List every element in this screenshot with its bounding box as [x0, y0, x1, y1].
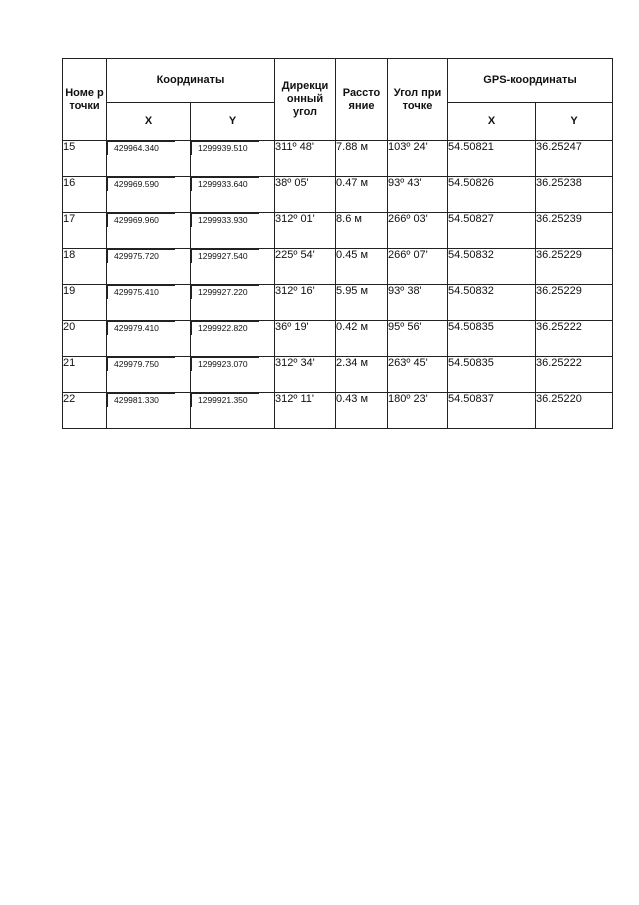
bearing-cell: 312º 34' [275, 357, 336, 393]
distance-cell: 2.34 м [336, 357, 388, 393]
bearing-cell: 36º 19' [275, 321, 336, 357]
coord-x-value: 429975.410 [107, 285, 175, 299]
coord-y-cell [191, 285, 275, 321]
bearing-cell: 225º 54' [275, 249, 336, 285]
gps-x-cell: 54.50832 [448, 285, 536, 321]
distance-cell: 5.95 м [336, 285, 388, 321]
gps-x-cell: 54.50837 [448, 393, 536, 429]
coord-y-cell [191, 213, 275, 249]
distance-cell: 0.45 м [336, 249, 388, 285]
angle-cell: 93º 38' [388, 285, 448, 321]
gps-y-cell: 36.25247 [536, 141, 613, 177]
distance-cell: 0.47 м [336, 177, 388, 213]
table-row [63, 177, 613, 213]
header-bearing: Дирекци онный угол [275, 59, 336, 141]
gps-x-cell: 54.50835 [448, 357, 536, 393]
coord-x-value: 429969.960 [107, 213, 175, 227]
gps-x-cell: 54.50835 [448, 321, 536, 357]
coord-x-value: 429964.340 [107, 141, 175, 155]
header-coord-y: Y [191, 103, 275, 141]
point-number-cell: 20 [63, 321, 107, 357]
table-body [63, 141, 613, 429]
coord-y-cell [191, 141, 275, 177]
coord-x-cell [107, 357, 191, 393]
coord-y-value: 1299922.820 [191, 321, 259, 335]
coord-x-value: 429975.720 [107, 249, 175, 263]
angle-cell: 93º 43' [388, 177, 448, 213]
point-number-cell: 18 [63, 249, 107, 285]
gps-x-cell: 54.50832 [448, 249, 536, 285]
bearing-cell: 38º 05' [275, 177, 336, 213]
distance-cell: 0.42 м [336, 321, 388, 357]
coord-y-value: 1299933.930 [191, 213, 259, 227]
header-gps-x: X [448, 103, 536, 141]
gps-y-cell: 36.25239 [536, 213, 613, 249]
distance-cell: 8.6 м [336, 213, 388, 249]
distance-cell: 0.43 м [336, 393, 388, 429]
survey-table [62, 58, 613, 429]
coord-x-cell [107, 321, 191, 357]
coord-x-cell [107, 285, 191, 321]
bearing-cell: 312º 16' [275, 285, 336, 321]
coord-y-value: 1299927.540 [191, 249, 259, 263]
table-row [63, 357, 613, 393]
coord-y-value: 1299927.220 [191, 285, 259, 299]
distance-cell: 7.88 м [336, 141, 388, 177]
point-number-cell: 22 [63, 393, 107, 429]
gps-y-cell: 36.25229 [536, 249, 613, 285]
coord-y-cell [191, 393, 275, 429]
coord-x-value: 429981.330 [107, 393, 175, 407]
coord-x-value: 429969.590 [107, 177, 175, 191]
coord-x-cell [107, 177, 191, 213]
coord-y-cell [191, 249, 275, 285]
gps-x-cell: 54.50827 [448, 213, 536, 249]
bearing-cell: 312º 11' [275, 393, 336, 429]
angle-cell: 95º 56' [388, 321, 448, 357]
point-number-cell: 17 [63, 213, 107, 249]
angle-cell: 266º 03' [388, 213, 448, 249]
coord-y-value: 1299921.350 [191, 393, 259, 407]
angle-cell: 180º 23' [388, 393, 448, 429]
coord-y-cell [191, 321, 275, 357]
gps-y-cell: 36.25238 [536, 177, 613, 213]
coord-y-cell [191, 177, 275, 213]
table-row [63, 141, 613, 177]
header-coord-x: X [107, 103, 191, 141]
point-number-cell: 15 [63, 141, 107, 177]
header-angle: Угол при точке [388, 59, 448, 141]
angle-cell: 103º 24' [388, 141, 448, 177]
header-gps-y: Y [536, 103, 613, 141]
gps-y-cell: 36.25220 [536, 393, 613, 429]
gps-y-cell: 36.25229 [536, 285, 613, 321]
gps-y-cell: 36.25222 [536, 321, 613, 357]
bearing-cell: 311º 48' [275, 141, 336, 177]
table-row [63, 213, 613, 249]
table-row [63, 285, 613, 321]
gps-y-cell: 36.25222 [536, 357, 613, 393]
gps-x-cell: 54.50826 [448, 177, 536, 213]
table-row [63, 249, 613, 285]
table-row [63, 393, 613, 429]
coord-x-cell [107, 393, 191, 429]
coord-x-cell [107, 213, 191, 249]
bearing-cell: 312º 01' [275, 213, 336, 249]
point-number-cell: 16 [63, 177, 107, 213]
header-distance: Рассто яние [336, 59, 388, 141]
coord-y-value: 1299923.070 [191, 357, 259, 371]
point-number-cell: 19 [63, 285, 107, 321]
angle-cell: 263º 45' [388, 357, 448, 393]
header-coordinates: Координаты [107, 59, 275, 103]
point-number-cell: 21 [63, 357, 107, 393]
coord-y-value: 1299933.640 [191, 177, 259, 191]
table-row [63, 321, 613, 357]
coord-x-cell [107, 249, 191, 285]
coord-x-cell [107, 141, 191, 177]
header-point-number: Номе р точки [63, 59, 107, 141]
angle-cell: 266º 07' [388, 249, 448, 285]
gps-x-cell: 54.50821 [448, 141, 536, 177]
coord-x-value: 429979.750 [107, 357, 175, 371]
coord-y-value: 1299939.510 [191, 141, 259, 155]
coord-x-value: 429979.410 [107, 321, 175, 335]
coord-y-cell [191, 357, 275, 393]
header-gps: GPS-координаты [448, 59, 613, 103]
